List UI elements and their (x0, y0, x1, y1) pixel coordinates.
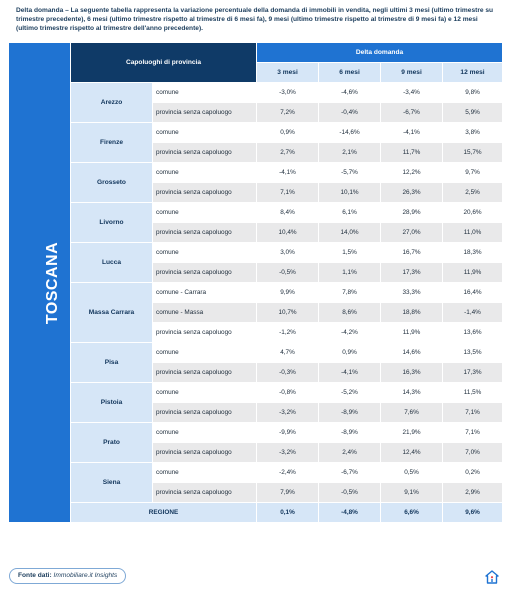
row-label: comune - Carrara (153, 283, 257, 303)
value-cell: 15,7% (443, 143, 503, 163)
value-cell: 7,1% (257, 183, 319, 203)
value-cell: -1,2% (257, 323, 319, 343)
value-cell: -0,4% (319, 103, 381, 123)
table-row (9, 463, 503, 483)
total-value: -4,8% (319, 503, 381, 523)
table-row (9, 283, 503, 303)
source-label: Fonte dati: (18, 572, 52, 579)
value-cell: 14,3% (381, 383, 443, 403)
value-cell: -2,4% (257, 463, 319, 483)
table-row (9, 423, 503, 443)
row-label: comune (153, 163, 257, 183)
value-cell: -3,2% (257, 443, 319, 463)
intro-text (16, 6, 496, 34)
value-cell: 16,3% (381, 363, 443, 383)
value-cell: -3,0% (257, 83, 319, 103)
value-cell: 7,0% (443, 443, 503, 463)
value-cell: 13,6% (443, 323, 503, 343)
city-cell: Arezzo (71, 83, 153, 123)
total-value: 0,1% (257, 503, 319, 523)
total-row (9, 503, 503, 523)
value-cell: 6,1% (319, 203, 381, 223)
value-cell: -4,1% (257, 163, 319, 183)
value-cell: 13,5% (443, 343, 503, 363)
value-cell: 5,9% (443, 103, 503, 123)
city-cell: Prato (71, 423, 153, 463)
value-cell: 16,4% (443, 283, 503, 303)
table-row (9, 163, 503, 183)
table-row (9, 203, 503, 223)
row-label: comune (153, 463, 257, 483)
value-cell: 8,4% (257, 203, 319, 223)
value-cell: -6,7% (381, 103, 443, 123)
value-cell: -8,9% (319, 403, 381, 423)
value-cell: 11,7% (381, 143, 443, 163)
row-label: comune (153, 203, 257, 223)
total-label: REGIONE (71, 503, 257, 523)
row-label: comune (153, 243, 257, 263)
value-cell: 9,7% (443, 163, 503, 183)
city-cell: Grosseto (71, 163, 153, 203)
header-period: 9 mesi (381, 63, 443, 83)
row-label: comune (153, 383, 257, 403)
value-cell: 10,1% (319, 183, 381, 203)
value-cell: -3,2% (257, 403, 319, 423)
value-cell: 0,5% (381, 463, 443, 483)
value-cell: 2,1% (319, 143, 381, 163)
value-cell: 7,2% (257, 103, 319, 123)
value-cell: 20,6% (443, 203, 503, 223)
row-label: provincia senza capoluogo (153, 103, 257, 123)
row-label: comune - Massa (153, 303, 257, 323)
table-row (9, 383, 503, 403)
value-cell: 4,7% (257, 343, 319, 363)
header-row-1 (9, 43, 503, 63)
row-label: comune (153, 423, 257, 443)
value-cell: 26,3% (381, 183, 443, 203)
value-cell: 7,9% (257, 483, 319, 503)
value-cell: 1,1% (319, 263, 381, 283)
value-cell: 10,4% (257, 223, 319, 243)
city-cell: Pisa (71, 343, 153, 383)
value-cell: 7,1% (443, 403, 503, 423)
value-cell: 3,0% (257, 243, 319, 263)
value-cell: -4,2% (319, 323, 381, 343)
immobiliare-house-icon (485, 570, 499, 584)
city-cell: Firenze (71, 123, 153, 163)
value-cell: 14,6% (381, 343, 443, 363)
value-cell: -3,4% (381, 83, 443, 103)
value-cell: -0,5% (257, 263, 319, 283)
table-row (9, 343, 503, 363)
value-cell: 14,0% (319, 223, 381, 243)
value-cell: 17,3% (381, 263, 443, 283)
row-label: provincia senza capoluogo (153, 443, 257, 463)
region-name: TOSCANA (44, 241, 62, 324)
table-row (9, 83, 503, 103)
row-label: provincia senza capoluogo (153, 323, 257, 343)
city-cell: Siena (71, 463, 153, 503)
value-cell: 17,3% (443, 363, 503, 383)
value-cell: 2,9% (443, 483, 503, 503)
value-cell: 10,7% (257, 303, 319, 323)
value-cell: -9,9% (257, 423, 319, 443)
value-cell: -4,1% (319, 363, 381, 383)
table-row (9, 243, 503, 263)
value-cell: 33,3% (381, 283, 443, 303)
row-label: provincia senza capoluogo (153, 183, 257, 203)
value-cell: 28,9% (381, 203, 443, 223)
value-cell: 11,5% (443, 383, 503, 403)
value-cell: -14,6% (319, 123, 381, 143)
value-cell: -1,4% (443, 303, 503, 323)
value-cell: 11,0% (443, 223, 503, 243)
header-capoluoghi: Capoluoghi di provincia (71, 43, 257, 83)
value-cell: -6,7% (319, 463, 381, 483)
value-cell: -0,8% (257, 383, 319, 403)
value-cell: 12,2% (381, 163, 443, 183)
value-cell: -0,3% (257, 363, 319, 383)
row-label: provincia senza capoluogo (153, 143, 257, 163)
value-cell: -5,2% (319, 383, 381, 403)
value-cell: 2,7% (257, 143, 319, 163)
value-cell: 0,2% (443, 463, 503, 483)
value-cell: 7,1% (443, 423, 503, 443)
row-label: provincia senza capoluogo (153, 223, 257, 243)
value-cell: 0,9% (319, 343, 381, 363)
header-delta-domanda: Delta domanda (257, 43, 503, 63)
value-cell: -0,5% (319, 483, 381, 503)
total-value: 6,6% (381, 503, 443, 523)
value-cell: -4,1% (381, 123, 443, 143)
header-period: 3 mesi (257, 63, 319, 83)
value-cell: 21,9% (381, 423, 443, 443)
intro-body: – La seguente tabella rappresenta la variazione percentuale della domanda di immobili in vendita, negli ultimi 3 mesi (ultimo trimestre su trimestre precedente), 6 mesi (ultimo trimestre rispetto al trimestre di 6 mesi fa), 9 mesi (ultimo trimestre rispetto al trimestre di 9 mesi fa) e 12 mesi (ultimo trimestre rispetto al trimestre dell'anno precedente). (16, 7, 494, 33)
value-cell: 12,4% (381, 443, 443, 463)
value-cell: 8,6% (319, 303, 381, 323)
source-badge (9, 568, 126, 584)
value-cell: 7,6% (381, 403, 443, 423)
value-cell: -5,7% (319, 163, 381, 183)
value-cell: 1,5% (319, 243, 381, 263)
table-row (9, 123, 503, 143)
region-label (9, 43, 71, 523)
value-cell: 9,9% (257, 283, 319, 303)
intro-lead: Delta domanda (16, 7, 64, 14)
city-cell: Massa Carrara (71, 283, 153, 343)
city-cell: Lucca (71, 243, 153, 283)
value-cell: 2,5% (443, 183, 503, 203)
value-cell: 11,9% (443, 263, 503, 283)
header-period: 6 mesi (319, 63, 381, 83)
value-cell: 7,8% (319, 283, 381, 303)
value-cell: -8,9% (319, 423, 381, 443)
value-cell: 27,0% (381, 223, 443, 243)
value-cell: 18,8% (381, 303, 443, 323)
city-cell: Pistoia (71, 383, 153, 423)
value-cell: 9,8% (443, 83, 503, 103)
row-label: comune (153, 343, 257, 363)
source-value: Immobiliare.it Insights (53, 572, 118, 579)
row-label: provincia senza capoluogo (153, 363, 257, 383)
row-label: comune (153, 123, 257, 143)
row-label: provincia senza capoluogo (153, 263, 257, 283)
value-cell: 16,7% (381, 243, 443, 263)
value-cell: 9,1% (381, 483, 443, 503)
delta-domanda-table (8, 42, 503, 523)
city-cell: Livorno (71, 203, 153, 243)
total-value: 9,6% (443, 503, 503, 523)
value-cell: 2,4% (319, 443, 381, 463)
header-period: 12 mesi (443, 63, 503, 83)
value-cell: 3,8% (443, 123, 503, 143)
value-cell: 11,9% (381, 323, 443, 343)
value-cell: 0,9% (257, 123, 319, 143)
row-label: comune (153, 83, 257, 103)
value-cell: -4,6% (319, 83, 381, 103)
value-cell: 18,3% (443, 243, 503, 263)
row-label: provincia senza capoluogo (153, 403, 257, 423)
row-label: provincia senza capoluogo (153, 483, 257, 503)
